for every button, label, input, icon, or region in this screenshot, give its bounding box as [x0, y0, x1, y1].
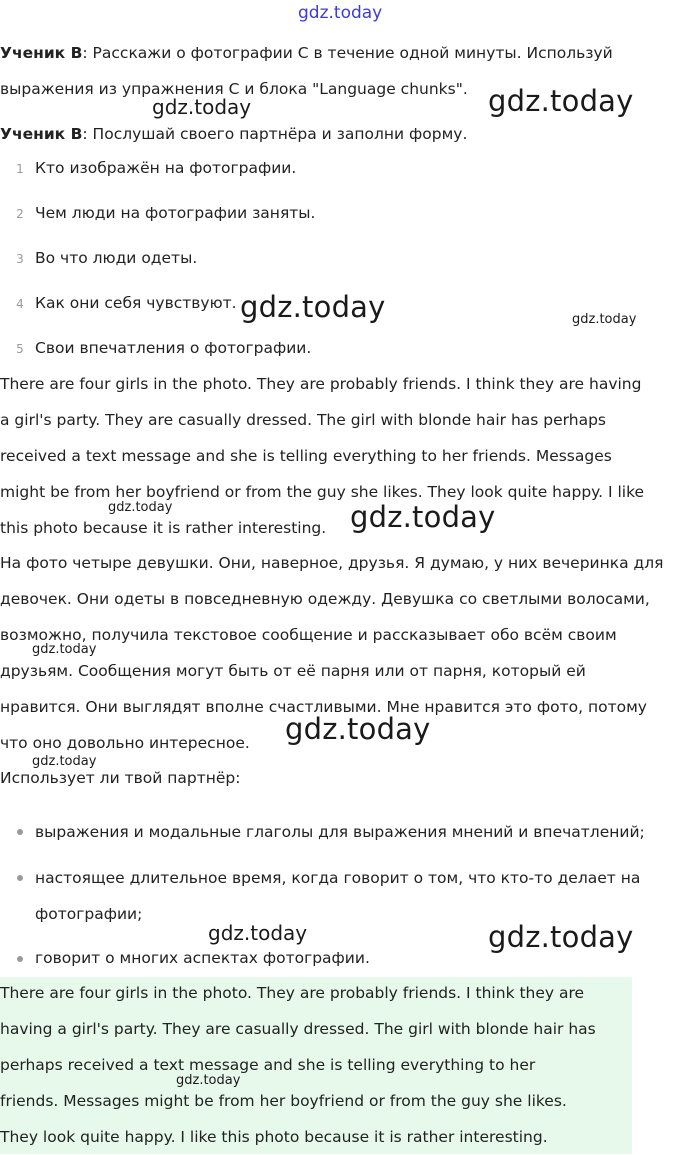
checklist-item: говорит о многих аспектах фотографии. [35, 949, 370, 967]
task-a-label: Ученик В [0, 44, 83, 62]
bullet-icon [17, 956, 23, 962]
answer-line: There are four girls in the photo. They are probably friends. I think they are [0, 984, 585, 1002]
answer-line: friends. Messages might be from her boyfriend or from the guy she likes. [0, 1092, 567, 1110]
watermark: gdz.today [350, 500, 496, 534]
checklist-item-continued: фотографии; [35, 905, 143, 923]
form-item-number: 2 [16, 207, 24, 221]
watermark: gdz.today [488, 920, 634, 954]
watermark: gdz.today [488, 84, 634, 118]
header-watermark: gdz.today [298, 3, 383, 23]
checklist-item: настоящее длительное время, когда говорит о том, что кто-то делает на [35, 869, 641, 887]
form-item-number: 3 [16, 252, 24, 266]
task-a-line2: выражения из упражнения С и блока "Language chunks". [0, 80, 468, 98]
bullet-icon [17, 875, 23, 881]
watermark: gdz.today [108, 500, 173, 515]
form-item-number: 1 [16, 162, 24, 176]
task-b-text: : Послушай своего партнёра и заполни форму. [82, 125, 468, 143]
english-line: received a text message and she is telling everything to her friends. Messages [0, 447, 612, 465]
task-a-text: : Расскажи о фотографии С в течение одной минуты. Используй [82, 44, 613, 62]
answer-line: perhaps received a text message and she is telling everything to her [0, 1056, 536, 1074]
russian-line: друзьям. Сообщения могут быть от её парня или от парня, который ей [0, 662, 586, 680]
english-line: a girl's party. They are casually dressed. The girl with blonde hair has perhaps [0, 411, 606, 429]
checklist-item: выражения и модальные глаголы для выражения мнений и впечатлений; [35, 823, 645, 841]
watermark: gdz.today [572, 312, 637, 327]
watermark: gdz.today [208, 921, 308, 945]
form-item: Чем люди на фотографии заняты. [35, 204, 316, 222]
form-item-number: 4 [16, 297, 24, 311]
task-b-line [0, 116, 467, 152]
task-b-label: Ученик В [0, 125, 83, 143]
form-item: Кто изображён на фотографии. [35, 159, 297, 177]
russian-line: На фото четыре девушки. Они, наверное, друзья. Я думаю, у них вечеринка для [0, 554, 664, 572]
answer-line: having a girl's party. They are casually dressed. The girl with blonde hair has [0, 1020, 596, 1038]
form-item: Во что люди одеты. [35, 249, 198, 267]
checklist-heading: Использует ли твой партнёр: [0, 769, 241, 787]
russian-line: возможно, получила текстовое сообщение и рассказывает обо всём своим [0, 626, 617, 644]
english-line: There are four girls in the photo. They are probably friends. I think they are having [0, 375, 642, 393]
watermark: gdz.today [152, 95, 252, 119]
russian-line: девочек. Они одеты в повседневную одежду. Девушка со светлыми волосами, [0, 590, 650, 608]
task-a-line1 [0, 35, 613, 71]
russian-line: нравится. Они выглядят вполне счастливыми. Мне нравится это фото, потому [0, 698, 647, 716]
form-item: Свои впечатления о фотографии. [35, 339, 312, 357]
russian-line: что оно довольно интересное. [0, 734, 250, 752]
answer-line: They look quite happy. I like this photo because it is rather interesting. [0, 1128, 548, 1146]
english-line: might be from her boyfriend or from the guy she likes. They look quite happy. I like [0, 483, 645, 501]
bullet-icon [17, 829, 23, 835]
watermark: gdz.today [32, 754, 97, 769]
watermark: gdz.today [32, 642, 97, 657]
form-item: Как они себя чувствуют. [35, 294, 237, 312]
form-item-number: 5 [16, 342, 24, 356]
watermark: gdz.today [240, 290, 386, 324]
watermark: gdz.today [285, 712, 431, 746]
watermark: gdz.today [176, 1073, 241, 1088]
english-line: this photo because it is rather interesting. [0, 519, 327, 537]
